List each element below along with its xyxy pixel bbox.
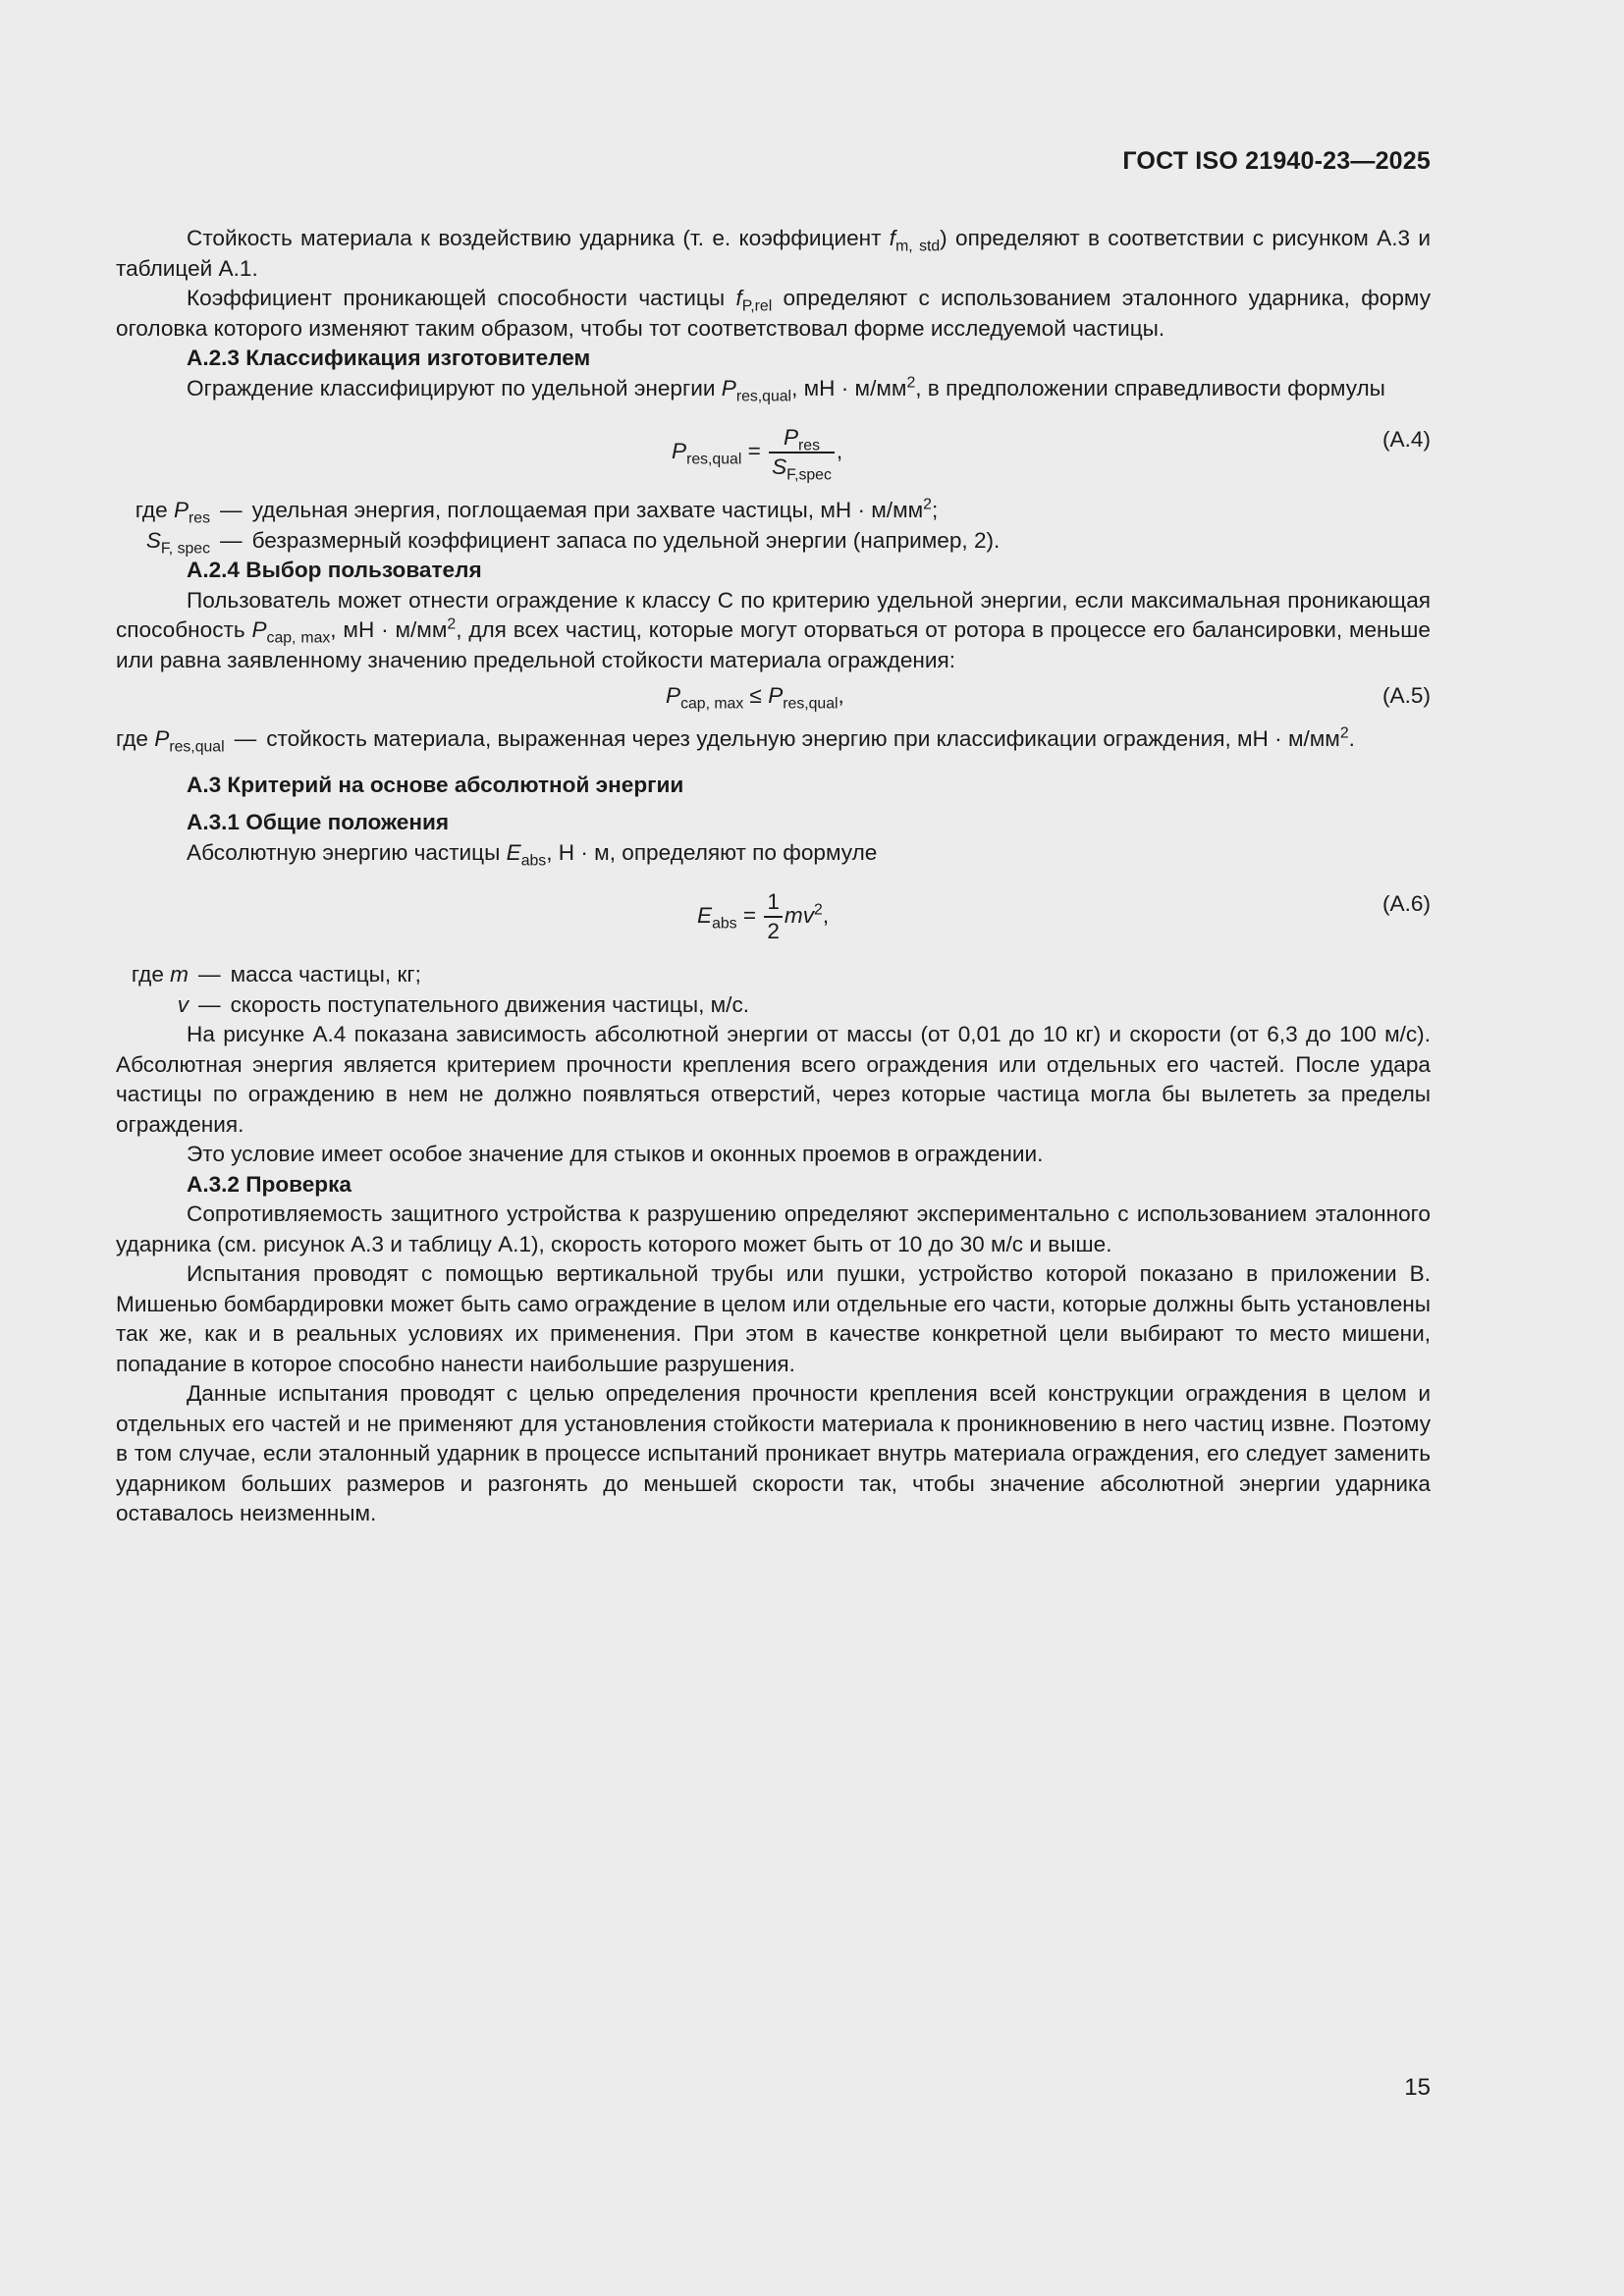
heading-a24: А.2.4 Выбор пользователя	[187, 558, 482, 582]
formula-a6-expression: $E_{abs}$ = $\frac{1}{2}$ $mv^2$,	[697, 889, 830, 943]
heading-a3: А.3 Критерий на основе абсолютной энергии	[187, 772, 684, 797]
formula-a5-label: (А.5)	[1382, 683, 1431, 708]
paragraph-absolute-energy: Абсолютную энергию частицы $E_{abs}$, Н · м, определяют по формуле	[187, 839, 878, 870]
formula-a6-fraction: $\frac{1}{2}$	[764, 889, 783, 944]
paragraph-tests-purpose: Данные испытания проводят с целью определения прочности крепления всей конструкции ограждения в целом и отдельных его частей и не применяют для установления стойкости материала к проникновению в него частиц извне. Поэтому в том случае, если эталонный ударник в процессе испытаний проникает внутрь материала ограждения, его следует заменить ударником больших размеров и разгонять до меньшей скорости так, чтобы значение абсолютной энергии ударника оставалось неизменным.	[116, 1381, 1431, 1525]
paragraph-penetration-coefficient: Коэффициент проникающей способности частицы $f_{P,rel}$ определяют с использованием эталонного ударника, форму оголовка которого изменяют таким образом, чтобы тот соответствовал форме исследуемой частицы.	[116, 286, 1431, 341]
formula-a6-label: (А.6)	[1382, 891, 1431, 916]
paragraph-joints-windows: Это условие имеет особое значение для стыков и оконных проемов в ограждении.	[187, 1142, 1044, 1166]
where-row-presqual: где $P_{res,qual}$ — стойкость материала, выраженная через удельную энергию при классификации ограждения, мН · $м/мм^2$.	[116, 724, 1355, 756]
paragraph-figure-a4: На рисунке А.4 показана зависимость абсолютной энергии от массы (от 0,01 до 10 кг) и скорости (от 6,3 до 100 м/с). Абсолютная энергия является критерием прочности крепления всего ограждения или отдельных его частей. После удара частицы по ограждению в нем не должно появляться отверстий, через которые частица могла бы вылететь за пределы ограждения.	[116, 1022, 1431, 1137]
heading-a31: А.3.1 Общие положения	[187, 810, 450, 834]
paragraph-user-choice: Пользователь может отнести ограждение к классу С по критерию удельной энергии, если максимальная проникающая способность $P_{cap, max}$, мН · $м/мм^2$, для всех частиц, которые могут оторваться от ротора в процессе его балансировки, меньше или равна заявленному значению предельной стойкости материала ограждения:	[116, 587, 1431, 672]
paragraph-classification: Ограждение классифицируют по удельной энергии $P_{res,qual}$, мН · $м/мм^2$, в предположении справедливости формулы	[187, 373, 1385, 405]
heading-a32: А.3.2 Проверка	[187, 1171, 352, 1197]
formula-a4	[116, 413, 1431, 486]
formula-a5-expression: $P_{cap, max} \le P_{res,qual}$,	[666, 683, 844, 713]
where-row-velocity: v — скорость поступательного движения частицы, м/с.	[177, 991, 750, 1017]
document-body	[116, 224, 1431, 1529]
formula-a4-label: (А.4)	[1382, 427, 1431, 452]
formula-a6	[116, 878, 1431, 950]
paragraph-impactor-resistance: Стойкость материала к воздействию ударника (т. е. коэффициент $f_{m, std}$) определяют в соответствии с рисунком А.3 и таблицей А.1.	[116, 226, 1431, 281]
formula-a4-fraction: $\frac{P_{res}}{S_{F,spec}}$	[769, 425, 835, 480]
paragraph-tests-tube: Испытания проводят с помощью вертикальной трубы или пушки, устройство которой показано в приложении В. Мишенью бомбардировки может быть само ограждение в целом или отдельные его части, которые должны быть установлены так же, как и в реальных условиях их применения. При этом в качестве конкретной цели выбирают то место мишени, попадание в которое способно нанести наибольшие разрушения.	[116, 1261, 1431, 1376]
where-row-mass: где m — масса частицы, кг;	[131, 962, 421, 987]
where-row-sfspec: $S_{F, spec}$ — безразмерный коэффициент запаса по удельной энергии (например, 2).	[145, 527, 1001, 558]
heading-a23: А.2.3 Классификация изготовителем	[187, 346, 591, 370]
formula-a5	[116, 681, 1431, 719]
where-row-pres: где $P_{res}$ — удельная энергия, поглощаемая при захвате частицы, мН · $м/мм^2$;	[135, 496, 939, 527]
paragraph-verification: Сопротивляемость защитного устройства к разрушению определяют экспериментально с использованием эталонного ударника (см. рисунок А.3 и таблицу А.1), скорость которого может быть от 10 до 30 м/с и выше.	[116, 1201, 1431, 1256]
document-header: ГОСТ ISO 21940-23—2025	[1122, 147, 1431, 175]
formula-a4-expression: $P_{res,qual}$ = $\frac{P_{res}}{S_{F,spec}}$ ,	[672, 425, 843, 484]
page-number: 15	[1404, 2074, 1431, 2101]
